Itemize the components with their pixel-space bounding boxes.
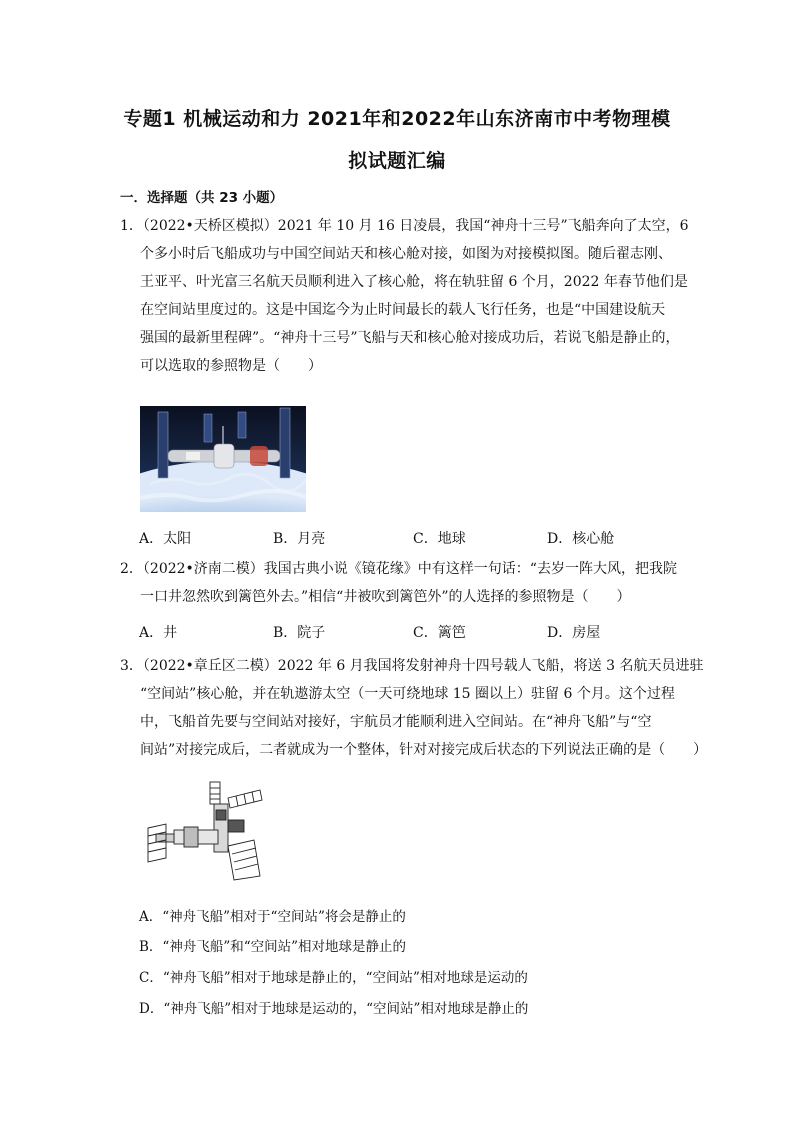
question-3-line: 中，飞船首先要与空间站对接好，宇航员才能顺利进入空间站。在“神舟飞船”与“空 xyxy=(140,714,652,730)
option-a[interactable]: A．太阳 xyxy=(139,531,192,547)
question-3-option-d[interactable]: D．“神舟飞船”相对于地球是运动的，“空间站”相对地球是静止的 xyxy=(139,1001,529,1017)
question-3-line: 间站”对接完成后，二者就成为一个整体，针对对接完成后状态的下列说法正确的是（ ） xyxy=(140,742,708,758)
document-title-line-2: 拟试题汇编 xyxy=(348,150,446,172)
option-d[interactable]: D．房屋 xyxy=(547,625,601,641)
question-1-line: 可以选取的参照物是（ ） xyxy=(140,358,322,374)
question-3-option-a[interactable]: A．“神舟飞船”相对于“空间站”将会是静止的 xyxy=(139,909,406,925)
option-c[interactable]: C．地球 xyxy=(413,531,466,547)
question-1 xyxy=(120,212,689,380)
option-b[interactable]: B．月亮 xyxy=(273,531,326,547)
question-1-line: 在空间站里度过的。这是中国迄今为止时间最长的载人飞行任务，也是“中国建设航天 xyxy=(140,302,666,318)
question-2-line: 一口井忽然吹到篱笆外去。”相信“井被吹到篱笆外”的人选择的参照物是（ ） xyxy=(140,589,631,605)
question-3 xyxy=(120,652,708,764)
space-station-photo xyxy=(140,406,306,512)
question-1-options xyxy=(139,528,679,552)
option-a[interactable]: A．井 xyxy=(139,625,178,641)
option-c[interactable]: C．篱笆 xyxy=(413,625,466,641)
question-3-line: “空间站”核心舱，并在轨遨游太空（一天可绕地球 15 圈以上）驻留 6 个月。这个过程 xyxy=(140,686,675,702)
question-3-option-b[interactable]: B．“神舟飞船”和“空间站”相对地球是静止的 xyxy=(139,939,407,955)
question-2 xyxy=(120,555,680,611)
question-1-line: 1．（2022•天桥区模拟）2021 年 10 月 16 日凌晨，我国“神舟十三号”飞船奔向了太空，6 xyxy=(120,218,689,234)
question-3-line: 3．（2022•章丘区二模）2022 年 6 月我国将发射神舟十四号载人飞船，将送 3 名航天员进驻 xyxy=(120,658,704,674)
question-1-line: 个多小时后飞船成功与中国空间站天和核心舱对接，如图为对接模拟图。随后翟志刚、 xyxy=(140,246,672,262)
question-1-line: 强国的最新里程碑”。“神舟十三号”飞船与天和核心舱对接成功后，若说飞船是静止的， xyxy=(140,330,680,346)
question-2-line: 2．（2022•济南二模）我国古典小说《镜花缘》中有这样一句话：“去岁一阵大风，把我院 xyxy=(120,561,677,577)
option-b[interactable]: B．院子 xyxy=(273,625,326,641)
question-1-line: 王亚平、叶光富三名航天员顺利进入了核心舱，将在轨驻留 6 个月，2022 年春节他们是 xyxy=(140,274,688,290)
document-title-line-1: 专题1 机械运动和力 2021年和2022年山东济南市中考物理模 xyxy=(123,108,671,130)
question-2-options xyxy=(139,622,679,646)
question-3-option-c[interactable]: C．“神舟飞船”相对于地球是静止的，“空间站”相对地球是运动的 xyxy=(139,970,528,986)
option-d[interactable]: D．核心舱 xyxy=(547,531,615,547)
section-heading: 一．选择题（共 23 小题） xyxy=(120,190,284,206)
space-station-diagram xyxy=(144,780,268,884)
